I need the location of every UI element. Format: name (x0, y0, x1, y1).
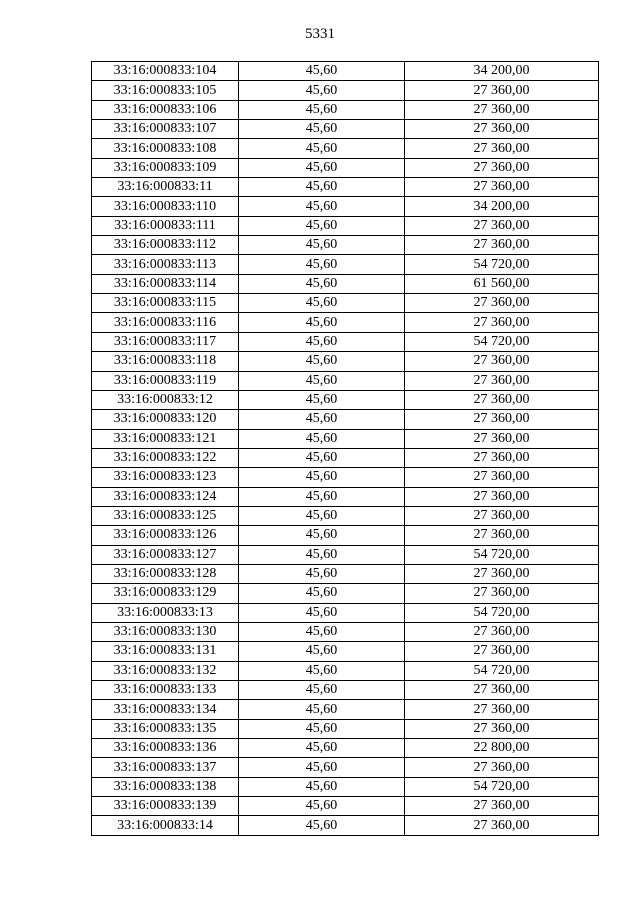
table-row (92, 777, 599, 796)
table-row (92, 410, 599, 429)
value-cell: 27 360,00 (405, 526, 599, 545)
value-cell: 34 200,00 (405, 62, 599, 81)
table-row (92, 371, 599, 390)
cadastral-number-cell: 33:16:000833:114 (92, 274, 239, 293)
area-cell: 45,60 (239, 120, 405, 139)
table-row (92, 603, 599, 622)
area-cell: 45,60 (239, 158, 405, 177)
area-cell: 45,60 (239, 603, 405, 622)
table-row (92, 622, 599, 641)
table-row (92, 274, 599, 293)
table-row (92, 313, 599, 332)
value-cell: 34 200,00 (405, 197, 599, 216)
table-row (92, 352, 599, 371)
area-cell: 45,60 (239, 332, 405, 351)
value-cell: 54 720,00 (405, 777, 599, 796)
value-cell: 27 360,00 (405, 700, 599, 719)
table-row (92, 526, 599, 545)
table-row (92, 294, 599, 313)
area-cell: 45,60 (239, 294, 405, 313)
area-cell: 45,60 (239, 139, 405, 158)
area-cell: 45,60 (239, 197, 405, 216)
cadastral-number-cell: 33:16:000833:13 (92, 603, 239, 622)
table-row (92, 468, 599, 487)
value-cell: 27 360,00 (405, 487, 599, 506)
value-cell: 54 720,00 (405, 332, 599, 351)
table-row (92, 158, 599, 177)
table-row (92, 81, 599, 100)
area-cell: 45,60 (239, 564, 405, 583)
table-row (92, 255, 599, 274)
cadastral-number-cell: 33:16:000833:122 (92, 448, 239, 467)
value-cell: 27 360,00 (405, 120, 599, 139)
cadastral-number-cell: 33:16:000833:135 (92, 719, 239, 738)
value-cell: 54 720,00 (405, 255, 599, 274)
value-cell: 27 360,00 (405, 158, 599, 177)
table-row (92, 390, 599, 409)
area-cell: 45,60 (239, 739, 405, 758)
table-row (92, 506, 599, 525)
value-cell: 54 720,00 (405, 661, 599, 680)
cadastral-number-cell: 33:16:000833:116 (92, 313, 239, 332)
cadastral-number-cell: 33:16:000833:138 (92, 777, 239, 796)
cadastral-number-cell: 33:16:000833:139 (92, 797, 239, 816)
cadastral-number-cell: 33:16:000833:134 (92, 700, 239, 719)
value-cell: 27 360,00 (405, 429, 599, 448)
cadastral-number-cell: 33:16:000833:113 (92, 255, 239, 274)
cadastral-number-cell: 33:16:000833:119 (92, 371, 239, 390)
area-cell: 45,60 (239, 274, 405, 293)
area-cell: 45,60 (239, 584, 405, 603)
table-row (92, 719, 599, 738)
value-cell: 27 360,00 (405, 371, 599, 390)
value-cell: 27 360,00 (405, 100, 599, 119)
area-cell: 45,60 (239, 681, 405, 700)
cadastral-number-cell: 33:16:000833:109 (92, 158, 239, 177)
value-cell: 27 360,00 (405, 81, 599, 100)
table-row (92, 429, 599, 448)
area-cell: 45,60 (239, 410, 405, 429)
value-cell: 27 360,00 (405, 236, 599, 255)
cadastral-number-cell: 33:16:000833:121 (92, 429, 239, 448)
cadastral-number-cell: 33:16:000833:108 (92, 139, 239, 158)
table-row (92, 545, 599, 564)
cadastral-number-cell: 33:16:000833:123 (92, 468, 239, 487)
table-row (92, 739, 599, 758)
area-cell: 45,60 (239, 816, 405, 835)
table-row (92, 487, 599, 506)
cadastral-number-cell: 33:16:000833:118 (92, 352, 239, 371)
value-cell: 27 360,00 (405, 564, 599, 583)
cadastral-number-cell: 33:16:000833:110 (92, 197, 239, 216)
cadastral-number-cell: 33:16:000833:104 (92, 62, 239, 81)
cadastral-number-cell: 33:16:000833:107 (92, 120, 239, 139)
value-cell: 27 360,00 (405, 410, 599, 429)
table-row (92, 642, 599, 661)
value-cell: 27 360,00 (405, 719, 599, 738)
cadastral-number-cell: 33:16:000833:115 (92, 294, 239, 313)
value-cell: 54 720,00 (405, 603, 599, 622)
area-cell: 45,60 (239, 777, 405, 796)
area-cell: 45,60 (239, 468, 405, 487)
table-row (92, 178, 599, 197)
area-cell: 45,60 (239, 526, 405, 545)
area-cell: 45,60 (239, 661, 405, 680)
table-row (92, 332, 599, 351)
table-body (92, 62, 599, 836)
value-cell: 27 360,00 (405, 294, 599, 313)
area-cell: 45,60 (239, 100, 405, 119)
table-row (92, 448, 599, 467)
area-cell: 45,60 (239, 236, 405, 255)
value-cell: 27 360,00 (405, 681, 599, 700)
value-cell: 27 360,00 (405, 622, 599, 641)
area-cell: 45,60 (239, 506, 405, 525)
cadastral-number-cell: 33:16:000833:136 (92, 739, 239, 758)
table-row (92, 236, 599, 255)
cadastral-number-cell: 33:16:000833:112 (92, 236, 239, 255)
cadastral-number-cell: 33:16:000833:117 (92, 332, 239, 351)
area-cell: 45,60 (239, 487, 405, 506)
value-cell: 27 360,00 (405, 352, 599, 371)
cadastral-number-cell: 33:16:000833:106 (92, 100, 239, 119)
value-cell: 27 360,00 (405, 797, 599, 816)
table-row (92, 816, 599, 835)
cadastral-number-cell: 33:16:000833:14 (92, 816, 239, 835)
table-row (92, 120, 599, 139)
area-cell: 45,60 (239, 371, 405, 390)
data-table (91, 61, 599, 836)
value-cell: 27 360,00 (405, 642, 599, 661)
cadastral-number-cell: 33:16:000833:132 (92, 661, 239, 680)
table-row (92, 584, 599, 603)
cadastral-number-cell: 33:16:000833:131 (92, 642, 239, 661)
area-cell: 45,60 (239, 797, 405, 816)
cadastral-number-cell: 33:16:000833:130 (92, 622, 239, 641)
cadastral-number-cell: 33:16:000833:133 (92, 681, 239, 700)
value-cell: 27 360,00 (405, 313, 599, 332)
area-cell: 45,60 (239, 178, 405, 197)
cadastral-number-cell: 33:16:000833:125 (92, 506, 239, 525)
table-row (92, 758, 599, 777)
table-row (92, 681, 599, 700)
area-cell: 45,60 (239, 429, 405, 448)
table-row (92, 564, 599, 583)
value-cell: 61 560,00 (405, 274, 599, 293)
table-row (92, 216, 599, 235)
cadastral-number-cell: 33:16:000833:124 (92, 487, 239, 506)
cadastral-number-cell: 33:16:000833:105 (92, 81, 239, 100)
value-cell: 22 800,00 (405, 739, 599, 758)
area-cell: 45,60 (239, 642, 405, 661)
table-row (92, 139, 599, 158)
value-cell: 27 360,00 (405, 506, 599, 525)
value-cell: 54 720,00 (405, 545, 599, 564)
area-cell: 45,60 (239, 255, 405, 274)
value-cell: 27 360,00 (405, 584, 599, 603)
value-cell: 27 360,00 (405, 178, 599, 197)
area-cell: 45,60 (239, 62, 405, 81)
area-cell: 45,60 (239, 81, 405, 100)
page-number: 5331 (305, 26, 335, 42)
cadastral-number-cell: 33:16:000833:129 (92, 584, 239, 603)
table-row (92, 700, 599, 719)
value-cell: 27 360,00 (405, 216, 599, 235)
area-cell: 45,60 (239, 700, 405, 719)
cadastral-number-cell: 33:16:000833:126 (92, 526, 239, 545)
area-cell: 45,60 (239, 352, 405, 371)
table-row (92, 797, 599, 816)
cadastral-number-cell: 33:16:000833:127 (92, 545, 239, 564)
area-cell: 45,60 (239, 719, 405, 738)
value-cell: 27 360,00 (405, 816, 599, 835)
area-cell: 45,60 (239, 448, 405, 467)
area-cell: 45,60 (239, 758, 405, 777)
cadastral-number-cell: 33:16:000833:137 (92, 758, 239, 777)
area-cell: 45,60 (239, 622, 405, 641)
cadastral-number-cell: 33:16:000833:120 (92, 410, 239, 429)
table-row (92, 661, 599, 680)
cadastral-number-cell: 33:16:000833:11 (92, 178, 239, 197)
area-cell: 45,60 (239, 545, 405, 564)
cadastral-number-cell: 33:16:000833:128 (92, 564, 239, 583)
cadastral-number-cell: 33:16:000833:111 (92, 216, 239, 235)
value-cell: 27 360,00 (405, 139, 599, 158)
value-cell: 27 360,00 (405, 758, 599, 777)
area-cell: 45,60 (239, 313, 405, 332)
table-row (92, 197, 599, 216)
value-cell: 27 360,00 (405, 390, 599, 409)
cadastral-number-cell: 33:16:000833:12 (92, 390, 239, 409)
table-row (92, 100, 599, 119)
area-cell: 45,60 (239, 216, 405, 235)
table-row (92, 62, 599, 81)
value-cell: 27 360,00 (405, 468, 599, 487)
area-cell: 45,60 (239, 390, 405, 409)
value-cell: 27 360,00 (405, 448, 599, 467)
